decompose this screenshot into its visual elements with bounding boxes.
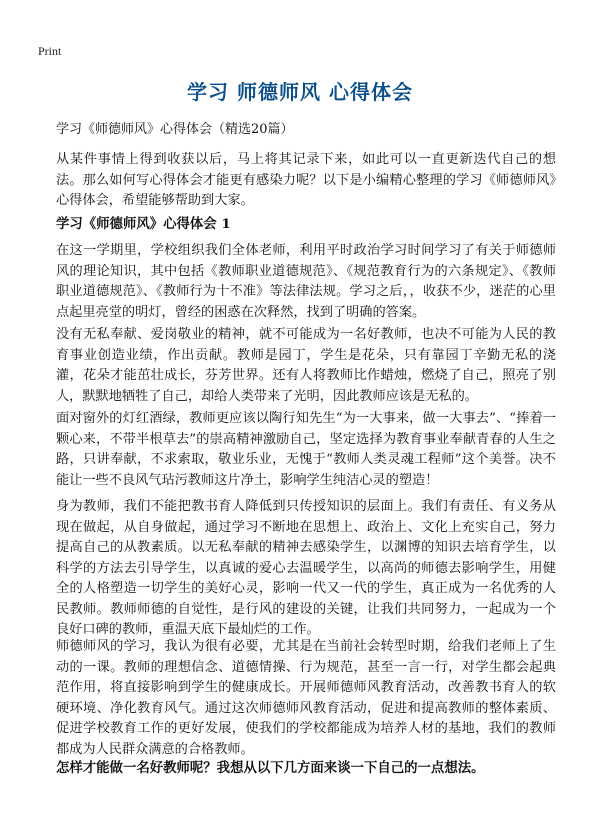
body-paragraph-1: 在这一学期里，学校组织我们全体老师，利用平时政治学习时间学习了有关于师德师风的理论知识，其中包括《教师职业道德规范》、《规范教育行为的六条规定》、《教师职业道德规范》、《教师行为十不准》等法律法规。学习之后，，收获不少，迷茫的心里点起里亮堂的明灯，曾经的困惑在次释然，找到了明确的答案。: [56, 243, 556, 320]
intro-paragraph: 从某件事情上得到收获以后，马上将其记录下来，如此可以一直更新迭代自己的想法。那么如何写心得体会才能更有感染力呢？以下是小编精心整理的学习《师德师风》心得体会，希望能够帮助到大家。: [56, 152, 556, 208]
section-heading: 学习《师德师风》心得体会 1: [56, 216, 231, 232]
closing-question: 怎样才能做一名好教师呢？我想从以下几方面来谈一下自己的一点想法。: [56, 760, 485, 776]
body-paragraph-5: 师德师风的学习，我认为很有必要，尤其是在当前社会转型时期，给我们老师上了生动的一课。教师的理想信念、道德情操、行为规范，甚至一言一行，对学生都会起典范作用，将直接影响到学生的健康成长。开展师德师风教育活动，改善教书育人的软硬环境、净化教育风气。通过这次师德师风教育活动，促进和提高教师的整体素质、促进学校教育工作的更好发展，使我们的学校都能成为培养人材的基地，我们的教师都成为人民群众满意的合格教师。: [56, 639, 556, 757]
body-paragraph-2: 没有无私奉献、爱岗敬业的精神，就不可能成为一名好教师，也决不可能为人民的教育事业创造业绩，作出贡献。教师是园丁，学生是花朵，只有靠园丁辛勤无私的浇灌，花朵才能茁壮成长，芬芳世界。还有人将教师比作蜡烛，燃烧了自己，照亮了别人，默默地牺牲了自己，却给人类带来了光明，因此教师应该是无私的。: [56, 327, 556, 404]
body-paragraph-3: 面对窗外的灯红酒绿，教师更应该以陶行知先生“为一大事来，做一大事去”、“捧着一颗心来，不带半根草去”的崇高精神激励自己，坚定选择为教育事业奉献青春的人生之路，只讲奉献，不求索取，敬业乐业，无愧于“教师人类灵魂工程师”这个美誉。决不能让一些不良风气玷污教师这片净土，影响学生纯洁心灵的塑造！: [56, 411, 556, 488]
print-link[interactable]: Print: [38, 44, 62, 58]
article-subtitle: 学习《师德师风》心得体会（精选20篇）: [56, 122, 294, 137]
page-title: 学习 师德师风 心得体会: [187, 80, 413, 104]
body-paragraph-4: 身为教师，我们不能把教书育人降低到只传授知识的层面上。我们有责任、有义务从现在做起，从自身做起，通过学习不断地在思想上、政治上、文化上充实自己，努力提高自己的从教素质。以无私奉献的精神去感染学生，以渊博的知识去培育学生，以科学的方法去引导学生，以真诚的爱心去温暖学生，以高尚的师德去影响学生，用健全的人格塑造一切学生的美好心灵，影响一代又一代的学生，真正成为一名优秀的人民教师。教师师德的自觉性，是行风的建设的关键，让我们共同努力，一起成为一个良好口碑的教师，重温天底下最灿烂的工作。: [56, 499, 556, 637]
